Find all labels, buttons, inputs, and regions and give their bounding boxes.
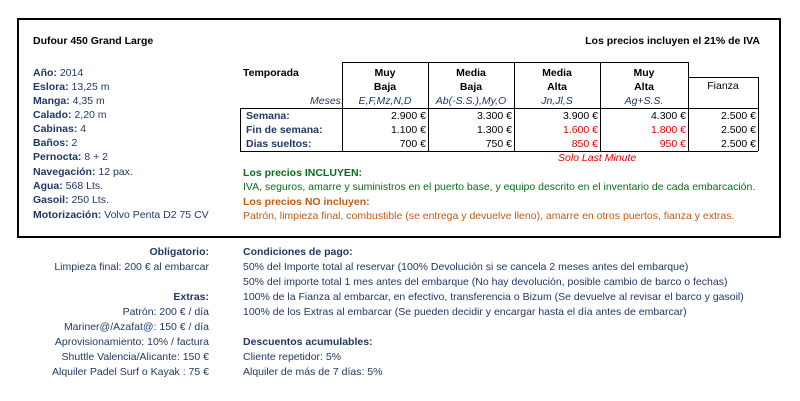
includes-title: Los precios INCLUYEN: [243,167,363,179]
col-media-baja-l1: Media [456,67,486,79]
payment-item: 100% de la Fianza al embarcar, en efectivo, transferencia o Bizum (Se devuelve al revisar el barco y gasoil) [243,291,744,303]
row-label-dias-sueltos: Dias sueltos: [246,138,312,150]
row-label-fin-de-semana: Fin de semana: [246,124,323,136]
col-media-baja-l2: Baja [459,81,483,93]
spec-manga: Manga: 4,35 m [33,95,105,107]
price-cell: 750 € [485,138,512,150]
includes-text: IVA, seguros, amarre y suministros en el puerto base, y equipo descrito en el inventario de cada embarcación. [243,181,756,193]
price-cell: 950 € [659,138,686,150]
discount-item: Cliente repetidor: 5% [243,351,342,363]
spec-cabinas: Cabinas: 4 [33,123,87,135]
fianza-cell: 2.500 € [720,110,756,122]
col-muy-baja-l1: Muy [374,67,396,79]
payment-item: 50% del importe total 1 mes antes del embarque (No hay devolución, posible cambio de barco o fechas) [243,276,728,288]
grid-line [240,108,241,151]
col-media-alta-months: Jn,Jl,S [541,95,573,107]
payment-title: Condiciones de pago: [243,246,353,258]
col-muy-baja-l2: Baja [373,81,397,93]
discounts-title: Descuentos acumulables: [243,336,373,348]
col-media-alta-l1: Media [542,67,572,79]
obligatorio-title: Obligatorio: [149,246,209,258]
spec-navegacion: Navegación: 12 pax. [33,166,133,178]
grid-line [240,108,758,109]
fianza-cell: 2.500 € [720,138,756,150]
price-cell: 1.800 € [650,124,686,136]
col-muy-alta-l1: Muy [633,67,655,79]
boat-name: Dufour 450 Grand Large [33,35,154,47]
extras-item: Patrón: 200 € / día [122,306,209,318]
price-cell: 1.300 € [476,124,512,136]
grid-line [758,77,759,151]
spec-year: Año: 2014 [33,67,84,79]
extras-item: Shuttle Valencia/Alicante: 150 € [61,351,209,363]
spec-agua: Agua: 568 Lts. [33,180,104,192]
obligatorio-item: Limpieza final: 200 € al embarcar [54,261,209,273]
meses-label: Meses: [310,95,344,107]
price-cell: 1.100 € [390,124,426,136]
spec-motorizacion: Motorización: Volvo Penta D2 75 CV [33,209,209,221]
grid-line [688,77,758,78]
col-media-baja-months: Ab(-S.S.),My,O [435,95,507,107]
spec-banos: Baños: 2 [33,137,78,149]
temporada-label: Temporada [243,67,299,79]
spec-pernocta: Pernocta: 8 + 2 [33,151,109,163]
excludes-text: Patrón, limpieza final, combustible (se entrega y devuelve lleno), amarre en otros puertos, fianza y extras. [243,210,735,222]
spec-calado: Calado: 2,20 m [33,109,107,121]
spec-eslora: Eslora: 13,25 m [33,81,110,93]
price-cell: 700 € [399,138,426,150]
price-cell: 1.600 € [562,124,598,136]
extras-item: Mariner@/Azafat@: 150 € / día [63,321,209,333]
price-cell: 3.900 € [562,110,598,122]
price-cell: 4.300 € [650,110,686,122]
vat-note: Los precios incluyen el 21% de IVA [585,35,760,47]
grid-line [342,62,688,63]
col-muy-baja-months: E,F,Mz,N,D [358,95,412,107]
extras-item: Alquiler Padel Surf o Kayak : 75 € [51,366,209,378]
last-minute-note: Solo Last Minute [558,152,637,164]
price-cell: 3.300 € [476,110,512,122]
discount-item: Alquiler de más de 7 días: 5% [243,366,383,378]
excludes-title: Los precios NO incluyen: [243,196,370,208]
col-media-alta-l2: Alta [547,81,567,93]
extras-title: Extras: [173,291,209,303]
spec-gasoil: Gasoil: 250 Lts. [33,194,109,206]
col-muy-alta-l2: Alta [634,81,654,93]
payment-item: 100% de los Extras al embarcar (Se pueden decidir y encargar hasta el día antes de embarcar) [243,306,687,318]
payment-item: 50% del Importe total al reservar (100% Devolución si se cancela 2 meses antes del embarque) [243,261,689,273]
price-cell: 2.900 € [390,110,426,122]
price-cell: 850 € [571,138,598,150]
extras-item: Aprovisionamiento: 10% / factura [54,336,209,348]
row-label-semana: Semana: [246,110,290,122]
col-fianza: Fianza [707,80,739,92]
grid-line [240,151,758,152]
fianza-cell: 2.500 € [720,124,756,136]
col-muy-alta-months: Ag+S.S. [624,95,664,107]
